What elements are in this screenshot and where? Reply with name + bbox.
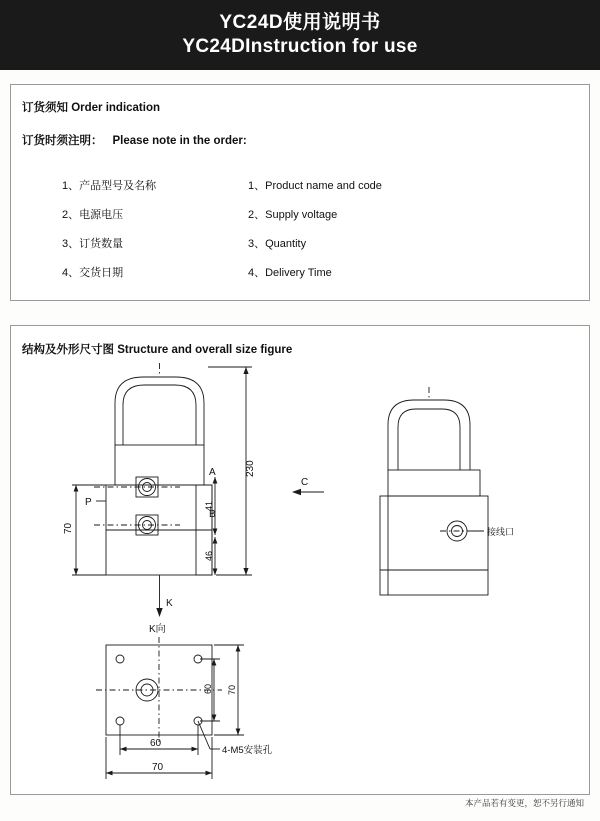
label-mounting-holes: 4-M5安装孔 xyxy=(222,745,273,756)
list-item: 3、Quantity xyxy=(248,238,307,250)
document-footnote: 本产品若有变更，恕不另行通知 xyxy=(464,798,584,808)
label-port-a: A xyxy=(209,467,216,478)
label-view-k: K xyxy=(166,598,173,609)
document-header xyxy=(0,0,600,70)
label-dim-46: 46 xyxy=(204,550,214,561)
order-subtitle xyxy=(22,132,247,148)
label-dim-41: 41 xyxy=(204,500,214,511)
technical-drawing xyxy=(10,325,590,795)
order-indication-title: 订货须知 Order indication xyxy=(22,102,161,114)
label-dim-70-v: 70 xyxy=(227,684,237,695)
order-subtitle-cn: 订货时须注明： xyxy=(22,135,103,147)
label-port-b: B xyxy=(209,509,216,520)
label-view-c: C xyxy=(301,477,309,488)
label-dim-70-h: 70 xyxy=(152,762,164,773)
header-title-cn: YC24D使用说明书 xyxy=(219,12,381,34)
list-item: 2、Supply voltage xyxy=(248,209,338,221)
order-subtitle-en: Please note in the order: xyxy=(112,135,247,147)
label-dim-60-h: 60 xyxy=(150,738,162,749)
list-item: 1、Product name and code xyxy=(248,180,382,192)
structure-figure-title: 结构及外形尺寸图 Structure and overall size figure xyxy=(22,344,293,356)
list-item: 4、交货日期 xyxy=(62,267,124,279)
label-port-p: P xyxy=(85,497,92,508)
header-title-en: YC24DInstruction for use xyxy=(182,36,418,57)
list-item: 3、订货数量 xyxy=(62,238,124,250)
label-dim-60-v: 60 xyxy=(203,683,213,694)
label-view-k-direction: K向 xyxy=(149,624,166,635)
list-item: 2、电源电压 xyxy=(62,209,124,221)
label-wiring-port: 接线口 xyxy=(487,527,515,537)
order-items-en xyxy=(248,172,508,288)
label-dim-70-left: 70 xyxy=(63,522,74,534)
order-items-cn xyxy=(62,172,242,288)
label-dim-230: 230 xyxy=(245,460,256,477)
list-item: 1、产品型号及名称 xyxy=(62,180,157,192)
list-item: 4、Delivery Time xyxy=(248,267,332,279)
